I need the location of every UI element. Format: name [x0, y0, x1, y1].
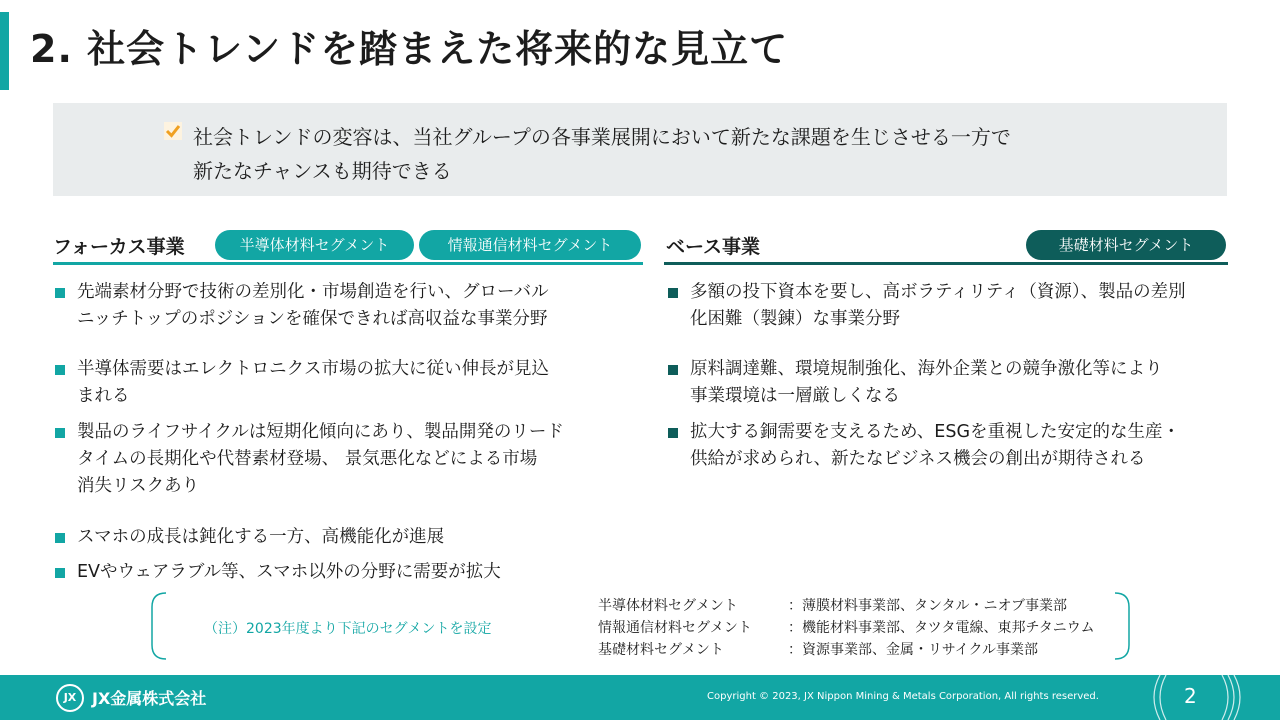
- base-divider: [664, 262, 1228, 265]
- focus-divider: [53, 262, 643, 265]
- note-desc: ：機能材料事業部、タツタ電線、東邦チタニウム: [788, 620, 1095, 636]
- copyright-text: Copyright © 2023, JX Nippon Mining & Metals Corporation, All rights reserved.: [707, 691, 1099, 702]
- base-bullet: 原料調達難、環境規制強化、海外企業との競争激化等により 事業環境は一層厳しくなる: [668, 356, 1243, 410]
- summary-line: 新たなチャンスも期待できる: [193, 159, 452, 183]
- note-desc: ：薄膜材料事業部、タンタル・ニオブ事業部: [788, 598, 1068, 614]
- note-desc: ：資源事業部、金属・リサイクル事業部: [788, 642, 1039, 658]
- base-bullet: 多額の投下資本を要し、高ボラティリティ（資源）、製品の差別 化困難（製錬）な事業分野: [668, 279, 1243, 333]
- page-title: 2. 社会トレンドを踏まえた将来的な見立て: [30, 27, 789, 71]
- segment-tag: 情報通信材料セグメント: [419, 230, 641, 260]
- square-bullet-icon: [668, 365, 678, 375]
- company-logo-icon: JX: [56, 684, 84, 712]
- square-bullet-icon: [668, 288, 678, 298]
- note-segment: 情報通信材料セグメント: [598, 620, 752, 636]
- check-icon: [164, 122, 182, 140]
- note-label: （注）2023年度より下記のセグメントを設定: [204, 621, 492, 637]
- segment-tag: 半導体材料セグメント: [215, 230, 414, 260]
- decorative-arcs: [1140, 675, 1280, 720]
- focus-bullet: 製品のライフサイクルは短期化傾向にあり、製品開発のリード タイムの長期化や代替素材登場、 景気悪化などによる市場 消失リスクあり: [55, 419, 635, 500]
- note-segment: 基礎材料セグメント: [598, 642, 724, 658]
- segment-tag: 基礎材料セグメント: [1026, 230, 1226, 260]
- square-bullet-icon: [55, 568, 65, 578]
- square-bullet-icon: [668, 428, 678, 438]
- page-number: 2: [1184, 684, 1197, 708]
- summary-line: 社会トレンドの変容は、当社グループの各事業展開において新たな課題を生じさせる一方で: [193, 125, 1011, 149]
- focus-bullet: 半導体需要はエレクトロニクス市場の拡大に従い伸長が見込 まれる: [55, 356, 635, 410]
- focus-bullet: EVやウェアラブル等、スマホ以外の分野に需要が拡大: [55, 559, 635, 586]
- base-heading: ベース事業: [666, 236, 761, 258]
- focus-heading: フォーカス事業: [53, 236, 185, 258]
- square-bullet-icon: [55, 533, 65, 543]
- square-bullet-icon: [55, 288, 65, 298]
- footer-bar: [0, 675, 1280, 720]
- note-segment: 半導体材料セグメント: [598, 598, 738, 614]
- segment-note: [148, 591, 1133, 661]
- focus-bullet: スマホの成長は鈍化する一方、高機能化が進展: [55, 524, 635, 551]
- base-bullet: 拡大する銅需要を支えるため、ESGを重視した安定的な生産・ 供給が求められ、新たなビジネス機会の創出が期待される: [668, 419, 1243, 473]
- square-bullet-icon: [55, 428, 65, 438]
- company-name: JX金属株式会社: [92, 689, 207, 708]
- summary-box: [53, 103, 1227, 196]
- focus-bullet: 先端素材分野で技術の差別化・市場創造を行い、グローバル ニッチトップのポジションを確保できれば高収益な事業分野: [55, 279, 635, 333]
- square-bullet-icon: [55, 365, 65, 375]
- title-accent-bar: [0, 12, 9, 90]
